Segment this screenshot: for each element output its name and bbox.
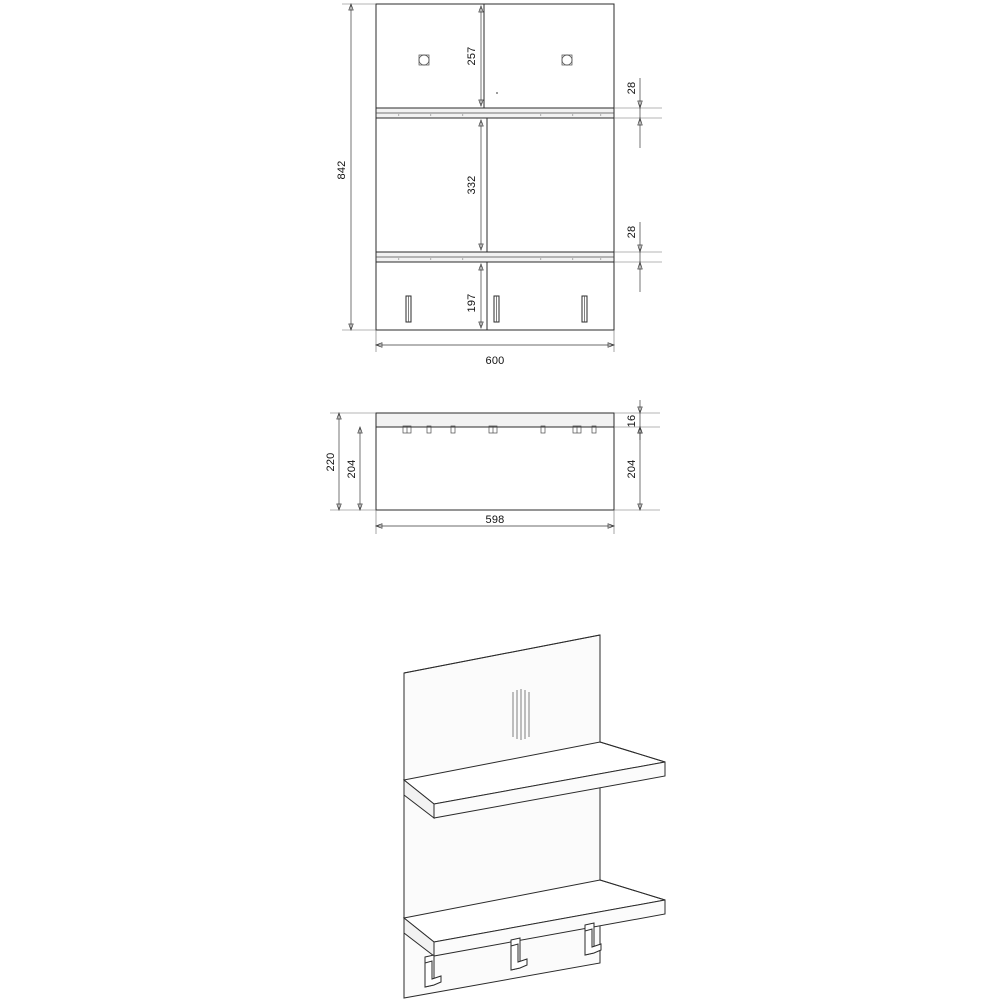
front-hook-3: [582, 296, 587, 322]
front-view: [336, 4, 662, 367]
dim-label-overall-height: 842: [336, 160, 348, 180]
svg-text:•: •: [462, 112, 464, 117]
dim-depth-panel: [346, 427, 362, 510]
dim-label-upper-panel-height: 257: [466, 46, 478, 66]
front-hook-1: [406, 296, 411, 322]
svg-text:•: •: [540, 256, 542, 261]
dim-top-view-width: [376, 510, 614, 534]
dim-label-shelf-thickness-top: 28: [626, 81, 638, 95]
dim-label-depth-shelf: 204: [626, 459, 638, 479]
dim-label-overall-width: 600: [485, 355, 505, 367]
dim-label-lower-panel-height: 197: [466, 293, 478, 313]
perspective-view: [404, 635, 665, 998]
front-upper-panel-right: [484, 4, 614, 108]
dim-depth-shelf: [614, 427, 660, 510]
top-view-shelf-edge: [376, 413, 614, 427]
dim-overall-height: [336, 4, 376, 330]
front-hook-2: [494, 296, 499, 322]
top-view-body: [376, 427, 614, 510]
dim-label-depth-panel: 204: [346, 459, 358, 479]
dim-shelf-thickness-top: [614, 78, 662, 148]
top-view: [325, 400, 660, 534]
dim-shelf-thickness-bottom: [614, 222, 662, 292]
svg-text:•: •: [572, 256, 574, 261]
svg-text:•: •: [462, 256, 464, 261]
dim-label-middle-panel-height: 332: [466, 175, 478, 195]
svg-text:•: •: [600, 112, 602, 117]
svg-text:•: •: [430, 256, 432, 261]
front-middle-panel-left: [376, 118, 614, 252]
svg-text:•: •: [430, 112, 432, 117]
svg-text:•: •: [600, 256, 602, 261]
dim-shelf-thickness-top-view: [614, 400, 660, 440]
svg-text:•: •: [398, 256, 400, 261]
dim-overall-width: [376, 330, 614, 367]
dim-label-shelf-thickness-top-view: 16: [626, 414, 638, 428]
dim-label-shelf-thickness-bottom: 28: [626, 225, 638, 239]
svg-text:•: •: [398, 112, 400, 117]
svg-text:•: •: [540, 112, 542, 117]
dim-label-top-view-width: 598: [485, 514, 505, 526]
svg-text:•: •: [572, 112, 574, 117]
dim-label-depth-overall: 220: [325, 452, 337, 472]
